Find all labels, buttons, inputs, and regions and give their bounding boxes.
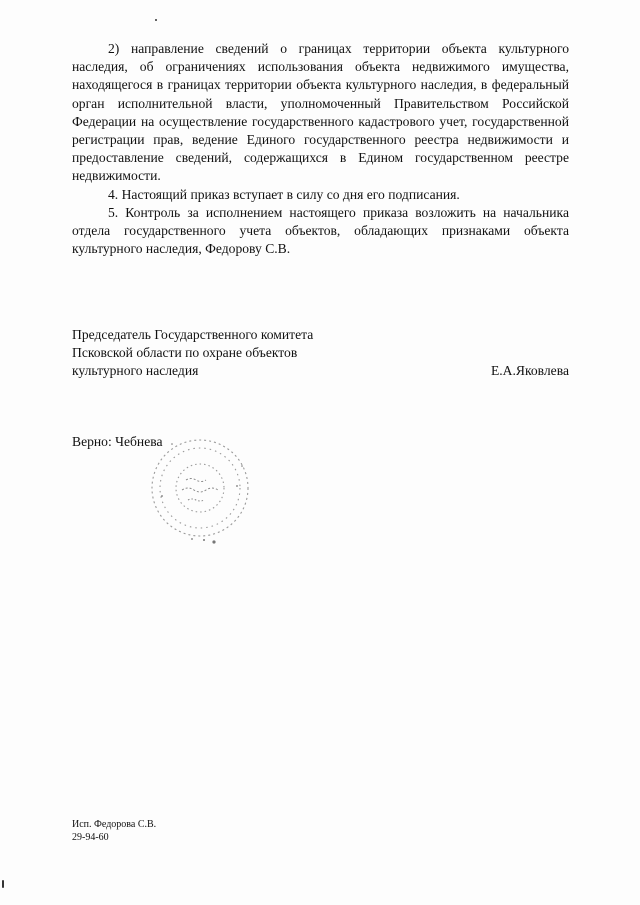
paragraph-item-2: 2) направление сведений о границах территории объекта культурного наследия, об ограничениях использования объекта недвижимого имущества, находящегося в границах территории объекта культурного наследия, в федеральный орган исполнительной власти, уполномоченный Правительством Российской Федерации на осуществление государственного кадастрового учет, государственной регистрации прав, ведение Единого государственного реестра недвижимости и предоставление сведений, содержащихся в Едином государственном реестре недвижимости. <box>72 41 569 184</box>
signatory-title-line: Председатель Государственного комитета <box>72 327 314 342</box>
executor-footer <box>72 818 156 844</box>
executor-name: Исп. Федорова С.В. <box>72 819 157 830</box>
scan-speck <box>155 19 157 21</box>
official-seal-stamp-icon <box>142 426 254 544</box>
document-body <box>72 40 569 258</box>
signer-name: Е.А.Яковлева <box>490 363 569 379</box>
executor-phone: 29-94-60 <box>72 832 109 843</box>
signatory-title-line: культурного наследия <box>72 363 199 379</box>
signature-block <box>72 326 569 381</box>
paragraph-item-5: 5. Контроль за исполнением настоящего приказа возложить на начальника отдела государственного учета объектов, обладающих признаками объекта культурного наследия, Федорову С.В. <box>72 204 569 257</box>
scan-speck <box>2 880 4 888</box>
certification-note: Верно: Чебнева <box>72 434 163 449</box>
signatory-title-line: Псковской области по охране объектов <box>72 345 298 361</box>
paragraph-item-4: 4. Настоящий приказ вступает в силу со дня его подписания. <box>108 186 460 202</box>
